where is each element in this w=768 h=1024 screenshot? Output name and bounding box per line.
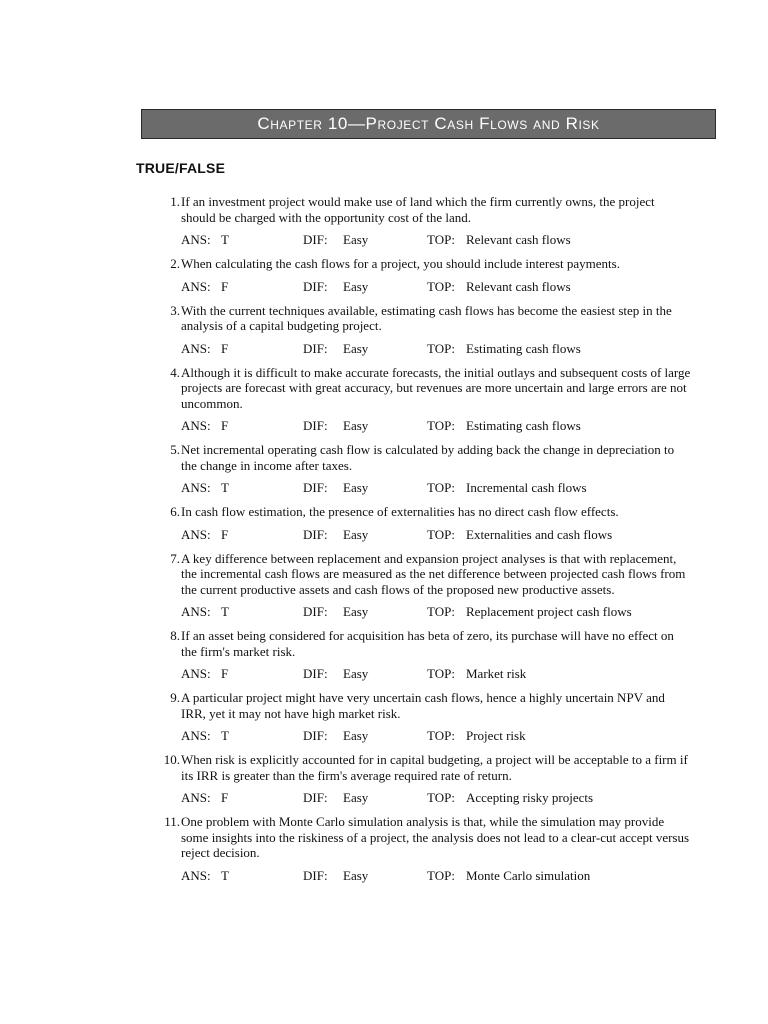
difficulty-value: Easy bbox=[343, 867, 369, 883]
topic-value: Estimating cash flows bbox=[466, 418, 581, 433]
topic-value: Market risk bbox=[466, 666, 527, 681]
question-number: 10. bbox=[163, 752, 180, 767]
topic-label: TOP: bbox=[427, 418, 455, 433]
question-number-cell bbox=[150, 504, 180, 520]
answer-meta bbox=[150, 480, 725, 495]
question-text-line: the current productive assets and cash flows of the proposed new productive assets. bbox=[181, 581, 615, 597]
answer-meta bbox=[150, 527, 725, 542]
answer-meta bbox=[150, 418, 725, 433]
answer bbox=[181, 868, 303, 883]
question-text-line: When calculating the cash flows for a project, you should include interest payments. bbox=[181, 256, 620, 271]
chapter-title: Chapter 10—Project Cash Flows and Risk bbox=[257, 114, 600, 133]
question-number: 4. bbox=[170, 364, 180, 380]
topic bbox=[427, 418, 725, 433]
answer-label: ANS: bbox=[181, 418, 211, 433]
topic-label: TOP: bbox=[427, 728, 455, 743]
topic-value: Externalities and cash flows bbox=[466, 526, 613, 542]
question-number: 11. bbox=[164, 814, 180, 829]
question-number: 2. bbox=[170, 256, 180, 271]
question-item bbox=[150, 194, 725, 247]
topic-label: TOP: bbox=[427, 526, 455, 542]
answer bbox=[181, 527, 303, 542]
topic-label: TOP: bbox=[427, 604, 455, 619]
answer-label: ANS: bbox=[181, 728, 211, 743]
difficulty-value: Easy bbox=[343, 418, 369, 433]
answer-meta bbox=[150, 728, 725, 743]
question-number-cell bbox=[150, 752, 180, 783]
difficulty-value: Easy bbox=[343, 666, 369, 681]
answer bbox=[181, 790, 303, 805]
topic bbox=[427, 666, 725, 681]
topic bbox=[427, 868, 725, 883]
answer-label: ANS: bbox=[181, 867, 211, 883]
difficulty-label: DIF: bbox=[303, 418, 328, 433]
difficulty-label: DIF: bbox=[303, 790, 328, 805]
answer-label: ANS: bbox=[181, 604, 211, 619]
answer-label: ANS: bbox=[181, 790, 211, 805]
question-text bbox=[181, 504, 725, 520]
difficulty-label: DIF: bbox=[303, 340, 328, 356]
answer-meta bbox=[150, 279, 725, 294]
question-text-line: Net incremental operating cash flow is calculated by adding back the change in depreciation to bbox=[181, 442, 675, 457]
question-text bbox=[181, 256, 725, 272]
difficulty bbox=[303, 604, 427, 619]
difficulty bbox=[303, 527, 427, 542]
difficulty-value: Easy bbox=[343, 526, 369, 542]
topic bbox=[427, 341, 725, 356]
difficulty-value: Easy bbox=[343, 728, 369, 743]
question-text-line: When risk is explicitly accounted for in capital budgeting, a project will be acceptable to a firm if bbox=[181, 752, 688, 767]
question-statement bbox=[150, 365, 725, 412]
question-text-line: its IRR is greater than the firm's average required rate of return. bbox=[181, 767, 512, 783]
question-item bbox=[150, 365, 725, 434]
answer-value: F bbox=[221, 526, 229, 542]
question-text-line: reject decision. bbox=[181, 845, 260, 860]
question-number: 3. bbox=[170, 302, 180, 318]
question-list bbox=[150, 194, 725, 892]
question-item bbox=[150, 814, 725, 883]
answer bbox=[181, 279, 303, 294]
question-text bbox=[181, 690, 725, 721]
question-text-line: the change in income after taxes. bbox=[181, 457, 353, 473]
question-item bbox=[150, 551, 725, 620]
difficulty-label: DIF: bbox=[303, 728, 328, 743]
answer bbox=[181, 341, 303, 356]
question-text-line: A key difference between replacement and expansion project analyses is that with replacement, bbox=[181, 550, 677, 566]
topic bbox=[427, 232, 725, 247]
difficulty-label: DIF: bbox=[303, 666, 328, 681]
answer-value: T bbox=[221, 728, 229, 743]
question-text-line: A particular project might have very uncertain cash flows, hence a highly uncertain NPV and bbox=[181, 690, 665, 705]
question-statement bbox=[150, 551, 725, 598]
difficulty-label: DIF: bbox=[303, 278, 328, 294]
topic-label: TOP: bbox=[427, 340, 455, 356]
difficulty-value: Easy bbox=[343, 340, 369, 356]
difficulty-label: DIF: bbox=[303, 526, 328, 542]
answer bbox=[181, 480, 303, 495]
question-number-cell bbox=[150, 551, 180, 598]
difficulty-value: Easy bbox=[343, 604, 369, 619]
question-text bbox=[181, 442, 725, 473]
question-number-cell bbox=[150, 256, 180, 272]
question-text bbox=[181, 194, 725, 225]
question-item bbox=[150, 256, 725, 294]
question-number: 9. bbox=[170, 690, 180, 705]
topic-value: Incremental cash flows bbox=[466, 480, 587, 495]
answer-value: F bbox=[221, 278, 229, 294]
question-item bbox=[150, 303, 725, 356]
topic-label: TOP: bbox=[427, 666, 455, 681]
answer-value: T bbox=[221, 232, 229, 247]
question-statement bbox=[150, 504, 725, 520]
question-text bbox=[181, 551, 725, 598]
topic-value: Accepting risky projects bbox=[466, 790, 594, 805]
difficulty-value: Easy bbox=[343, 790, 369, 805]
question-text bbox=[181, 365, 725, 412]
question-text bbox=[181, 752, 725, 783]
question-text-line: the firm's market risk. bbox=[181, 643, 296, 659]
question-text-line: IRR, yet it may not have high market risk. bbox=[181, 705, 401, 721]
question-number-cell bbox=[150, 303, 180, 334]
question-number: 6. bbox=[170, 504, 180, 519]
question-text-line: With the current techniques available, estimating cash flows has become the easiest step in the bbox=[181, 302, 672, 318]
question-statement bbox=[150, 256, 725, 272]
question-text-line: should be charged with the opportunity cost of the land. bbox=[181, 209, 472, 225]
topic-value: Replacement project cash flows bbox=[466, 604, 632, 619]
topic bbox=[427, 527, 725, 542]
answer-label: ANS: bbox=[181, 666, 211, 681]
difficulty-label: DIF: bbox=[303, 232, 328, 247]
answer-value: F bbox=[221, 666, 229, 681]
question-item bbox=[150, 690, 725, 743]
answer-value: T bbox=[221, 867, 229, 883]
topic-label: TOP: bbox=[427, 790, 455, 805]
question-text-line: uncommon. bbox=[181, 395, 243, 411]
section-heading: TRUE/FALSE bbox=[136, 160, 226, 176]
topic-label: TOP: bbox=[427, 278, 455, 294]
question-number-cell bbox=[150, 690, 180, 721]
answer-value: F bbox=[221, 790, 229, 805]
topic-label: TOP: bbox=[427, 232, 455, 247]
topic-value: Monte Carlo simulation bbox=[466, 867, 591, 883]
difficulty bbox=[303, 341, 427, 356]
question-statement bbox=[150, 303, 725, 334]
answer-label: ANS: bbox=[181, 278, 211, 294]
answer-meta bbox=[150, 666, 725, 681]
difficulty bbox=[303, 480, 427, 495]
answer-meta bbox=[150, 604, 725, 619]
answer-meta bbox=[150, 232, 725, 247]
difficulty bbox=[303, 232, 427, 247]
question-text-line: One problem with Monte Carlo simulation analysis is that, while the simulation may provide bbox=[181, 814, 665, 829]
question-item bbox=[150, 504, 725, 542]
question-text bbox=[181, 628, 725, 659]
question-item bbox=[150, 752, 725, 805]
question-text-line: analysis of a capital budgeting project. bbox=[181, 318, 382, 333]
topic bbox=[427, 790, 725, 805]
question-text-line: projects are forecast with great accuracy, but revenues are more uncertain and large errors are not bbox=[181, 380, 687, 395]
answer-label: ANS: bbox=[181, 480, 211, 495]
question-item bbox=[150, 442, 725, 495]
answer-meta bbox=[150, 868, 725, 883]
question-number: 7. bbox=[170, 550, 180, 566]
question-number: 5. bbox=[170, 442, 180, 457]
difficulty bbox=[303, 728, 427, 743]
question-statement bbox=[150, 690, 725, 721]
answer-label: ANS: bbox=[181, 526, 211, 542]
topic-value: Relevant cash flows bbox=[466, 278, 571, 294]
difficulty bbox=[303, 418, 427, 433]
answer bbox=[181, 418, 303, 433]
question-number-cell bbox=[150, 814, 180, 861]
question-number-cell bbox=[150, 628, 180, 659]
difficulty-label: DIF: bbox=[303, 480, 328, 495]
answer-meta bbox=[150, 790, 725, 805]
difficulty-value: Easy bbox=[343, 232, 369, 247]
question-text-line: In cash flow estimation, the presence of externalities has no direct cash flow effects. bbox=[181, 504, 619, 519]
question-statement bbox=[150, 442, 725, 473]
answer bbox=[181, 604, 303, 619]
question-text-line: Although it is difficult to make accurate forecasts, the initial outlays and subsequent costs of large bbox=[181, 364, 691, 380]
answer-label: ANS: bbox=[181, 232, 211, 247]
difficulty bbox=[303, 868, 427, 883]
difficulty-value: Easy bbox=[343, 278, 369, 294]
question-text bbox=[181, 303, 725, 334]
question-statement bbox=[150, 628, 725, 659]
question-text-line: some insights into the riskiness of a project, the analysis does not lead to a clear-cut accept versus bbox=[181, 829, 690, 845]
answer bbox=[181, 232, 303, 247]
question-number: 8. bbox=[170, 628, 180, 643]
topic-label: TOP: bbox=[427, 867, 455, 883]
difficulty-value: Easy bbox=[343, 480, 369, 495]
answer-value: T bbox=[221, 480, 229, 495]
answer-meta bbox=[150, 341, 725, 356]
question-item bbox=[150, 628, 725, 681]
chapter-banner bbox=[141, 109, 716, 139]
question-number: 1. bbox=[170, 194, 180, 209]
question-text-line: If an asset being considered for acquisition has beta of zero, its purchase will have no effect on bbox=[181, 628, 674, 643]
topic bbox=[427, 604, 725, 619]
question-statement bbox=[150, 194, 725, 225]
question-number-cell bbox=[150, 194, 180, 225]
topic-value: Relevant cash flows bbox=[466, 232, 571, 247]
answer-value: F bbox=[221, 340, 229, 356]
answer-value: F bbox=[221, 418, 229, 433]
topic-value: Estimating cash flows bbox=[466, 340, 581, 356]
difficulty bbox=[303, 666, 427, 681]
question-number-cell bbox=[150, 442, 180, 473]
question-statement bbox=[150, 752, 725, 783]
answer-value: T bbox=[221, 604, 229, 619]
topic-value: Project risk bbox=[466, 728, 526, 743]
question-text-line: If an investment project would make use of land which the firm currently owns, the project bbox=[181, 194, 655, 209]
answer bbox=[181, 666, 303, 681]
topic bbox=[427, 279, 725, 294]
question-number-cell bbox=[150, 365, 180, 412]
difficulty-label: DIF: bbox=[303, 604, 328, 619]
question-statement bbox=[150, 814, 725, 861]
difficulty bbox=[303, 790, 427, 805]
topic bbox=[427, 480, 725, 495]
difficulty bbox=[303, 279, 427, 294]
topic bbox=[427, 728, 725, 743]
answer-label: ANS: bbox=[181, 340, 211, 356]
topic-label: TOP: bbox=[427, 480, 455, 495]
answer bbox=[181, 728, 303, 743]
question-text bbox=[181, 814, 725, 861]
question-text-line: the incremental cash flows are measured as the net difference between projected cash flows from bbox=[181, 566, 686, 581]
difficulty-label: DIF: bbox=[303, 867, 328, 883]
